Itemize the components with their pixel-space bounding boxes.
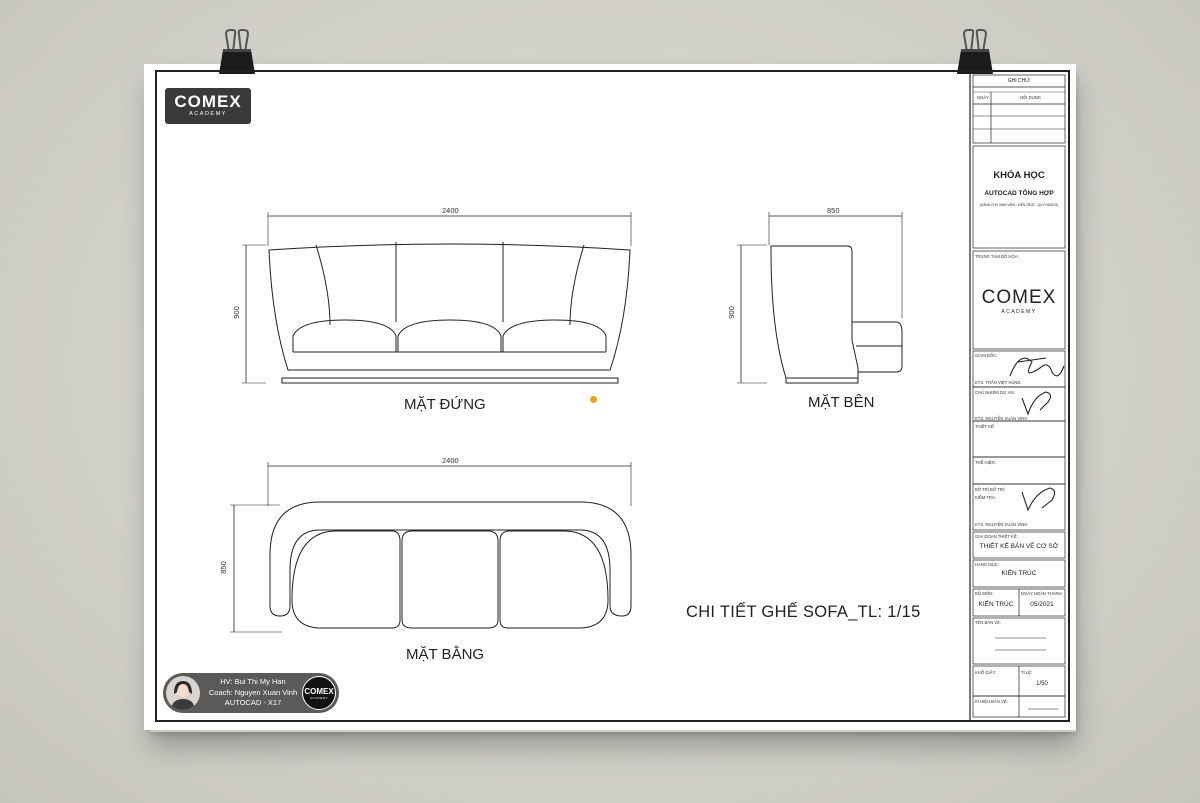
front-view xyxy=(242,212,631,383)
phase-value: THIẾT KẾ BẢN VẼ CƠ SỞ xyxy=(979,543,1059,550)
title-block-logo-sub: ACADEMY xyxy=(1001,309,1037,315)
sheet-no-label: KÍ HIỆU BẢN VẼ: xyxy=(975,699,1008,704)
course-subtitle: AUTOCAD TỔNG HỢP xyxy=(984,190,1054,197)
category-label: HẠNG MỤC: xyxy=(975,562,999,567)
signature-manager xyxy=(1022,392,1051,414)
side-height-dim: 900 xyxy=(726,306,736,319)
logo-sub: ACADEMY xyxy=(189,111,227,117)
dept-value: KIẾN TRÚC xyxy=(978,601,1014,608)
date-label: NGÀY HOÀN THÀNH: xyxy=(1021,591,1063,596)
notes-header: GHI CHÚ: xyxy=(1007,78,1031,84)
phase-label: GIAI ĐOẠN THIẾT KẾ: xyxy=(975,534,1018,539)
plan-width-dim: 2400 xyxy=(442,456,459,465)
front-width-dim: 2400 xyxy=(442,206,459,215)
mini-comex-logo: COMEX ACADEMY xyxy=(302,676,336,710)
signature-director xyxy=(1010,358,1064,376)
category-value: KIẾN TRÚC xyxy=(1001,570,1037,577)
avatar xyxy=(166,676,200,710)
notes-col-content: NỘI DUNG xyxy=(1020,95,1041,100)
student-info xyxy=(203,677,303,709)
side-view xyxy=(737,212,902,383)
check-label: KIỂM TRA: xyxy=(975,495,996,500)
logo-word: COMEX xyxy=(174,92,242,111)
signature-checker xyxy=(1022,488,1055,510)
manager-name: KTS. NGUYỄN XUÂN VINH xyxy=(975,416,1028,421)
date-value: 05/2021 xyxy=(1030,601,1054,608)
scale-value: 1/50 xyxy=(1036,681,1048,687)
course-note: (DÀNH CHO SINH VIÊN - KIẾN TRÚC - QUY HOẠCH) xyxy=(980,203,1058,207)
director-label: GIÁM ĐỐC: xyxy=(975,353,998,358)
drawing-name-label: TÊN BẢN VẼ: xyxy=(975,620,1002,625)
student-card xyxy=(163,673,339,713)
center-label: TRUNG TÂM ĐỒ HỌA: xyxy=(975,254,1019,259)
draw-label: THỂ HIỆN: xyxy=(975,460,996,465)
sheet-title: CHI TIẾT GHẾ SOFA_TL: 1/15 xyxy=(686,603,921,621)
sheet-border xyxy=(156,71,1069,721)
marker-dot xyxy=(590,396,597,403)
front-view-title: MẶT ĐỨNG xyxy=(404,396,486,413)
design-label: THIẾT KẾ: xyxy=(975,424,995,429)
side-view-title: MẶT BÊN xyxy=(808,394,875,411)
side-width-dim: 850 xyxy=(827,206,840,215)
checker-label: BỘ TRÌ BỐ TRÍ: xyxy=(975,487,1006,492)
coach-name: Coach: Nguyen Xuan Vinh xyxy=(208,687,298,697)
dept-label: BỘ MÔN: xyxy=(975,591,994,596)
notes-col-date: NGÀY xyxy=(977,95,989,100)
course-code: AUTOCAD - X17 xyxy=(224,698,282,707)
title-block-logo-word: COMEX xyxy=(981,287,1057,308)
plan-depth-dim: 850 xyxy=(218,561,228,574)
plan-view-title: MẶT BẰNG xyxy=(406,646,485,663)
manager-label: CHỦ NHIỆM DỰ ÁN: xyxy=(975,390,1015,395)
director-name: KTS. TRẦN VIỆT HÙNG xyxy=(975,380,1021,385)
plan-view xyxy=(230,462,631,632)
front-height-dim: 900 xyxy=(231,306,241,319)
student-name: HV: Bui Thi My Han xyxy=(220,677,286,686)
check-name: KTS. NGUYỄN XUÂN VINH xyxy=(975,522,1028,527)
paper-label: KHỔ GIẤY: xyxy=(975,670,997,675)
course-title: KHÓA HỌC xyxy=(993,170,1045,181)
scale-label: TỈ LỆ: xyxy=(1021,670,1033,675)
comex-logo-badge xyxy=(165,88,251,124)
